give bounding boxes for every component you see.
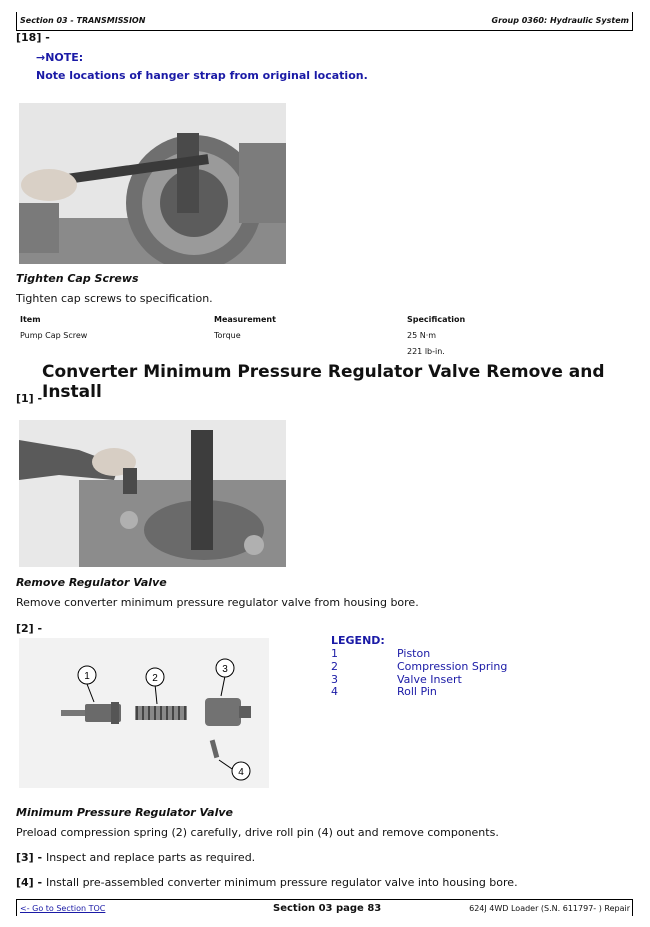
step-2-label: [2] - xyxy=(16,622,43,635)
section-heading: Converter Minimum Pressure Regulator Valve Remove and Install xyxy=(42,362,605,402)
footer-divider xyxy=(16,899,633,900)
remove-regulator-valve-text: Remove converter minimum pressure regulator valve from housing bore. xyxy=(16,596,419,609)
legend-num-1: 1 xyxy=(331,647,338,660)
callout-4: 4 xyxy=(238,767,244,778)
page-number: Section 03 page 83 xyxy=(273,903,382,914)
footer-right-border xyxy=(632,899,633,916)
section-toc-link[interactable]: <- Go to Section TOC xyxy=(20,904,106,913)
step-3 xyxy=(16,851,255,864)
legend-name-4: Roll Pin xyxy=(397,685,437,698)
table-cell-measurement: Torque xyxy=(214,331,241,340)
header-right-border xyxy=(632,12,633,31)
step-4 xyxy=(16,876,518,889)
step-1-label: [1] - xyxy=(16,392,43,405)
table-header-measurement: Measurement xyxy=(214,315,276,324)
section-title-header: Section 03 - TRANSMISSION xyxy=(20,16,146,25)
table-cell-spec-metric: 25 N·m xyxy=(407,331,437,340)
footer-left-border xyxy=(16,899,17,916)
note-text: Note locations of hanger strap from original location. xyxy=(36,69,368,82)
callout-1: 1 xyxy=(84,671,90,682)
note-label: →NOTE: xyxy=(36,51,84,64)
step-18-label: [18] - xyxy=(16,31,50,44)
legend-num-3: 3 xyxy=(331,673,338,686)
step-3-label: [3] - xyxy=(16,851,43,864)
table-cell-spec-imperial: 221 lb-in. xyxy=(407,347,445,356)
regulator-valve-caption: Minimum Pressure Regulator Valve xyxy=(16,806,233,819)
regulator-valve-text: Preload compression spring (2) carefully, drive roll pin (4) out and remove components. xyxy=(16,826,499,839)
table-header-specification: Specification xyxy=(407,315,466,324)
legend-name-3: Valve Insert xyxy=(397,673,462,686)
callout-3: 3 xyxy=(222,664,228,675)
callout-2: 2 xyxy=(152,673,158,684)
legend-title: LEGEND: xyxy=(331,634,385,647)
model-info: 624J 4WD Loader (S.N. 611797- ) Repair xyxy=(469,904,630,913)
legend-num-4: 4 xyxy=(331,685,338,698)
step-3-text: Inspect and replace parts as required. xyxy=(45,851,256,864)
tighten-cap-screws-photo xyxy=(19,103,286,264)
legend-num-2: 2 xyxy=(331,660,338,673)
legend-name-1: Piston xyxy=(397,647,431,660)
step-4-label: [4] - xyxy=(16,876,43,889)
remove-regulator-valve-caption: Remove Regulator Valve xyxy=(16,576,167,589)
tighten-cap-screws-caption: Tighten Cap Screws xyxy=(16,272,139,285)
header-left-border xyxy=(16,12,17,31)
remove-regulator-valve-photo xyxy=(19,420,286,567)
table-cell-item: Pump Cap Screw xyxy=(20,331,88,340)
page-header xyxy=(16,12,633,31)
legend-name-2: Compression Spring xyxy=(397,660,508,673)
regulator-valve-components-photo xyxy=(19,638,269,788)
group-title-header: Group 0360: Hydraulic System xyxy=(491,16,629,25)
step-4-text: Install pre-assembled converter minimum pressure regulator valve into housing bore. xyxy=(45,876,518,889)
tighten-cap-screws-text: Tighten cap screws to specification. xyxy=(16,292,213,305)
table-header-item: Item xyxy=(20,315,41,324)
